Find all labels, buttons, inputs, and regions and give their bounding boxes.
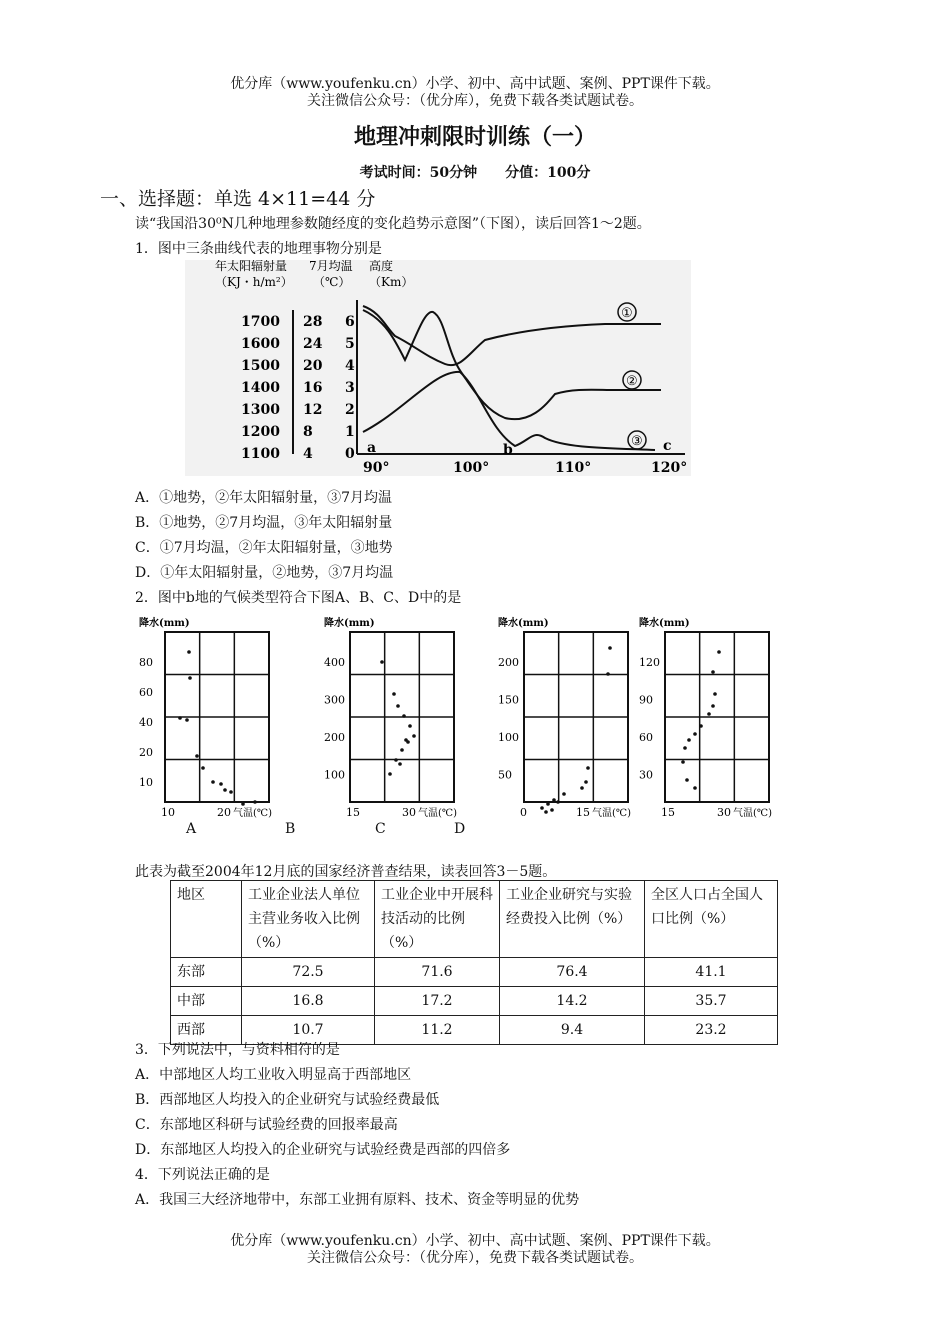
climate-ylabel: 降水(mm) xyxy=(498,618,549,629)
table-header-cell: 工业企业研究与实验经费投入比例（%） xyxy=(500,881,645,958)
climate-ytick: 10 xyxy=(139,776,153,789)
climate-ytick: 60 xyxy=(639,731,653,744)
table-cell: 东部 xyxy=(171,958,242,987)
radiation-tick: 1200 xyxy=(241,424,280,440)
chart-letter-c: C xyxy=(375,821,386,837)
fig-col-unit-2: （℃） xyxy=(313,275,351,289)
table-cell: 11.2 xyxy=(375,1016,500,1045)
temp-tick: 16 xyxy=(303,380,323,396)
climate-xtick: 0 xyxy=(520,806,527,819)
climate-point xyxy=(544,810,548,814)
temp-tick: 20 xyxy=(303,358,323,374)
climate-point xyxy=(253,800,257,804)
climate-point xyxy=(388,772,392,776)
climate-ytick: 100 xyxy=(498,731,519,744)
page-title: 地理冲刺限时训练（一） xyxy=(353,124,596,150)
climate-xlabel: 气温(℃) xyxy=(418,808,457,819)
radiation-tick: 1400 xyxy=(241,380,280,396)
climate-point xyxy=(400,748,404,752)
lon-tick: 90° xyxy=(363,460,390,476)
height-tick: 4 xyxy=(345,358,355,374)
climate-point xyxy=(195,754,199,758)
q1-stem: 1．图中三条曲线代表的地理事物分别是 xyxy=(135,241,382,257)
point-c: c xyxy=(663,438,672,454)
temp-tick: 4 xyxy=(303,446,313,462)
climate-point xyxy=(229,790,233,794)
q3-option-c: C．东部地区科研与试验经费的回报率最高 xyxy=(135,1117,398,1133)
climate-point xyxy=(580,786,584,790)
lon-profile-figure xyxy=(185,260,691,476)
table-cell: 41.1 xyxy=(645,958,778,987)
climate-point xyxy=(711,704,715,708)
height-tick: 6 xyxy=(345,314,355,330)
curve-label-1: ① xyxy=(621,306,633,321)
climate-point xyxy=(406,740,410,744)
radiation-tick: 1100 xyxy=(241,446,280,462)
table-cell: 14.2 xyxy=(500,987,645,1016)
page-footer-line2: 关注微信公众号：（优分库），免费下载各类试题试卷。 xyxy=(307,1250,643,1266)
chart-letter-d: D xyxy=(454,821,466,837)
fig-col-unit-3: （Km） xyxy=(369,275,414,289)
climate-ytick: 30 xyxy=(639,768,653,782)
curve-label-3: ③ xyxy=(631,434,643,449)
q3-option-b: B．西部地区人均投入的企业研究与试验经费最低 xyxy=(135,1092,440,1108)
climate-point xyxy=(586,766,590,770)
climate-point xyxy=(685,778,689,782)
chart-letter-b: B xyxy=(285,821,296,837)
climate-point xyxy=(540,806,544,810)
climate-xtick: 30 xyxy=(402,806,416,819)
climate-ytick: 60 xyxy=(139,686,153,699)
climate-point xyxy=(402,714,406,718)
point-b: b xyxy=(503,442,513,458)
climate-point xyxy=(219,782,223,786)
climate-ytick: 80 xyxy=(139,656,153,669)
table-intro: 此表为截至2004年12月底的国家经济普查结果，读表回答3－5题。 xyxy=(135,864,557,880)
climate-point xyxy=(394,758,398,762)
climate-point xyxy=(408,724,412,728)
table-cell: 西部 xyxy=(171,1016,242,1045)
fig-col-title-1: 年太阳辐射量 xyxy=(215,260,288,273)
climate-xtick: 15 xyxy=(661,806,675,819)
height-tick: 1 xyxy=(345,424,355,440)
climate-xtick: 20 xyxy=(217,806,231,819)
radiation-tick: 1700 xyxy=(241,314,280,330)
climate-point xyxy=(201,766,205,770)
height-tick: 5 xyxy=(345,336,355,352)
climate-point xyxy=(681,760,685,764)
q3-stem: 3．下列说法中，与资料相符的是 xyxy=(135,1042,340,1058)
climate-point xyxy=(693,732,697,736)
climate-point xyxy=(187,650,191,654)
point-a: a xyxy=(367,440,377,456)
table-cell: 71.6 xyxy=(375,958,500,987)
table-cell: 72.5 xyxy=(242,958,375,987)
climate-point xyxy=(241,802,245,806)
table-header-cell: 地区 xyxy=(171,881,242,958)
climate-point xyxy=(699,724,703,728)
table-cell: 23.2 xyxy=(645,1016,778,1045)
climate-xtick: 10 xyxy=(161,806,175,819)
chart-letter-a: A xyxy=(186,821,197,837)
table-cell: 9.4 xyxy=(500,1016,645,1045)
climate-point xyxy=(392,692,396,696)
climate-ylabel: 降水(mm) xyxy=(139,618,190,629)
climate-point xyxy=(178,716,182,720)
fig-col-title-3: 高度 xyxy=(369,260,394,273)
radiation-tick: 1500 xyxy=(241,358,280,374)
height-tick: 0 xyxy=(345,446,355,462)
q4-stem: 4．下列说法正确的是 xyxy=(135,1167,270,1183)
table-cell: 10.7 xyxy=(242,1016,375,1045)
climate-point xyxy=(693,786,697,790)
climate-ytick: 50 xyxy=(498,768,512,782)
table-header-cell: 全区人口占全国人口比例（%） xyxy=(645,881,778,958)
climate-point xyxy=(606,672,610,676)
climate-ytick: 200 xyxy=(324,731,345,744)
climate-ytick: 40 xyxy=(139,716,153,729)
table-cell: 17.2 xyxy=(375,987,500,1016)
q1-option-b: B．①地势，②7月均温，③年太阳辐射量 xyxy=(135,515,393,531)
page-header-line2: 关注微信公众号：（优分库），免费下载各类试题试卷。 xyxy=(307,93,643,109)
climate-point xyxy=(185,718,189,722)
table-cell: 76.4 xyxy=(500,958,645,987)
climate-point xyxy=(562,792,566,796)
temp-tick: 24 xyxy=(303,336,323,352)
intro-text: 读“我国沿30⁰N几种地理参数随经度的变化趋势示意图”（下图），读后回答1～2题。 xyxy=(135,216,651,232)
climate-point xyxy=(552,798,556,802)
climate-point xyxy=(380,660,384,664)
table-row xyxy=(171,958,778,987)
climate-ytick: 150 xyxy=(498,693,519,707)
climate-point xyxy=(608,646,612,650)
climate-point xyxy=(711,670,715,674)
q1-option-a: A．①地势，②年太阳辐射量，③7月均温 xyxy=(135,490,393,506)
climate-point xyxy=(717,650,721,654)
temp-tick: 8 xyxy=(303,424,313,440)
climate-ytick: 20 xyxy=(139,746,153,759)
radiation-tick: 1600 xyxy=(241,336,280,352)
radiation-tick: 1300 xyxy=(241,402,280,418)
climate-point xyxy=(707,712,711,716)
q3-option-a: A．中部地区人均工业收入明显高于西部地区 xyxy=(135,1067,412,1083)
q2-stem: 2．图中b地的气候类型符合下图A、B、C、D中的是 xyxy=(135,590,462,606)
climate-ylabel: 降水(mm) xyxy=(324,618,375,629)
climate-point xyxy=(713,692,717,696)
climate-point xyxy=(398,762,402,766)
table-cell: 35.7 xyxy=(645,987,778,1016)
page-footer-line1: 优分库（www.youfenku.cn）小学、初中、高中试题、案例、PPT课件下载。 xyxy=(230,1233,720,1249)
climate-ytick: 120 xyxy=(639,656,660,669)
climate-ytick: 200 xyxy=(498,656,519,669)
table-row xyxy=(171,987,778,1016)
climate-point xyxy=(211,780,215,784)
climate-point xyxy=(556,800,560,804)
table-cell: 中部 xyxy=(171,987,242,1016)
page-header-line1: 优分库（www.youfenku.cn）小学、初中、高中试题、案例、PPT课件下载。 xyxy=(230,76,720,92)
climate-ytick: 300 xyxy=(324,693,345,707)
height-tick: 3 xyxy=(345,380,355,396)
table-header-row xyxy=(171,881,778,958)
fig-col-title-2: 7月均温 xyxy=(309,260,353,273)
climate-ytick: 90 xyxy=(639,693,653,707)
temp-tick: 12 xyxy=(303,402,323,418)
temp-tick: 28 xyxy=(303,314,323,330)
q4-option-a: A．我国三大经济地带中，东部工业拥有原料、技术、资金等明显的优势 xyxy=(135,1192,580,1208)
climate-xlabel: 气温(℃) xyxy=(233,808,272,819)
lon-tick: 100° xyxy=(453,460,490,476)
climate-ytick: 100 xyxy=(324,768,345,782)
table-header-cell: 工业企业中开展科技活动的比例（%） xyxy=(375,881,500,958)
table-cell: 16.8 xyxy=(242,987,375,1016)
climate-point xyxy=(687,738,691,742)
lon-tick: 120° xyxy=(651,460,688,476)
climate-point xyxy=(188,676,192,680)
lon-tick: 110° xyxy=(555,460,592,476)
table-header-cell: 工业企业法人单位主营业务收入比例（%） xyxy=(242,881,375,958)
climate-point xyxy=(550,808,554,812)
climate-point xyxy=(412,734,416,738)
climate-ylabel: 降水(mm) xyxy=(639,618,690,629)
economic-census-table xyxy=(170,880,778,1045)
climate-ytick: 400 xyxy=(324,656,345,669)
climate-point xyxy=(396,704,400,708)
climate-point xyxy=(223,788,227,792)
climate-xtick: 30 xyxy=(717,806,731,819)
height-tick: 2 xyxy=(345,402,355,418)
section-heading: 一、选择题：单选 4×11=44 分 xyxy=(100,188,376,210)
q3-option-d: D．东部地区人均投入的企业研究与试验经费是西部的四倍多 xyxy=(135,1142,511,1158)
curve-label-2: ② xyxy=(626,374,638,389)
climate-point xyxy=(584,780,588,784)
q1-option-d: D．①年太阳辐射量，②地势，③7月均温 xyxy=(135,565,394,581)
climate-charts xyxy=(135,614,805,822)
climate-xlabel: 气温(℃) xyxy=(592,808,631,819)
climate-xlabel: 气温(℃) xyxy=(733,808,772,819)
climate-xtick: 15 xyxy=(346,806,360,819)
climate-point xyxy=(683,746,687,750)
exam-meta: 考试时间：50分钟 分值：100分 xyxy=(359,165,591,181)
q1-option-c: C．①7月均温，②年太阳辐射量，③地势 xyxy=(135,540,393,556)
climate-xtick: 15 xyxy=(576,806,590,819)
fig-col-unit-1: （KJ・h/m²） xyxy=(215,275,293,289)
climate-point xyxy=(546,802,550,806)
